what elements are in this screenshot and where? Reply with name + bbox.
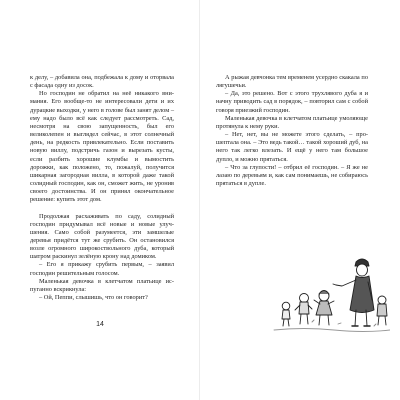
paragraph: – Да, это решено. Вот с этого трухлявого дуба я и начну приводить сад в порядок, – повторил сам с собой говоря приезжий господин. bbox=[216, 90, 368, 114]
paragraph: – Ой, Пеппи, слышишь, что он говорит? bbox=[39, 294, 148, 302]
child-figure-right bbox=[377, 296, 387, 325]
child-figure bbox=[282, 302, 290, 326]
right-page-text bbox=[216, 74, 368, 188]
boy-figure bbox=[295, 294, 312, 325]
illustration-drawing bbox=[272, 252, 390, 334]
man-figure bbox=[333, 259, 374, 326]
girl-figure bbox=[314, 291, 334, 326]
ground-line bbox=[274, 329, 390, 332]
page-number: 14 bbox=[96, 321, 104, 328]
paragraph: – Его я прикажу срубить первым, – заявил господин решительным голосом. bbox=[30, 261, 174, 277]
section-gap bbox=[30, 205, 174, 213]
paragraph: – Что за глупости! – отбрил её господин. – Я же не лазаю по деревьям и, как сам понимаешь, не собираюсь прятаться в дупле. bbox=[216, 163, 368, 188]
paragraph: Но господин не обратил на неё никакого внимания. Его вообще-то не интересовали дети и их дурацкие выходки, у него в голове был занят делом – ему надо было всё как следует рассмотреть. Сад, несмотря на свою запущенность, был его великолепен и выглядел сейчас, в этот солнечный день, на редкость привлекательно. Если поставить новую виллу, подстричь газон и вырезать кусты, если разбить хорошие клумбы и вымостить дорожки, как положено, то, пожалуй, получится шикарная загородная вилла, в которой даже такой солидный господин, как он, сможет жить, не уронив своего достоинства. И он принял окончательное решение: купить этот дом. bbox=[30, 90, 174, 204]
illustration bbox=[272, 252, 390, 334]
left-page-text bbox=[30, 74, 174, 302]
paragraph: – Нет, нет, вы не можете этого сделать, – прошептала она. – Это ведь такой… такой хороший дуб, на него так легко влезать. И ещё у него там большое дупло, и можно прятаться. bbox=[216, 131, 368, 163]
paragraph: Маленькая девочка в клетчатом платьице испуганно вскрикнула: bbox=[30, 277, 174, 293]
paragraph: А рыжая девчонка тем временем усердно скакала по лягушечьи. bbox=[216, 74, 368, 90]
paragraph: Продолжая расхаживать по саду, солидный господин придумывал всё новые и новые улучшения. Само собой разумеется, эти замшелые деревья придётся тут же срубить. Он остановился возле огромного широкоствольного дуба, который шатром раскинул зелёную крону над домиком. bbox=[30, 212, 174, 261]
right-page bbox=[200, 0, 400, 400]
paragraph: к делу, – добавила она, подбежала к дому и оторвала с фасада одну из досок. bbox=[30, 74, 174, 90]
paragraph: Маленькая девочка в клетчатом платьице умоляюще протянула к нему руки. bbox=[216, 114, 368, 130]
